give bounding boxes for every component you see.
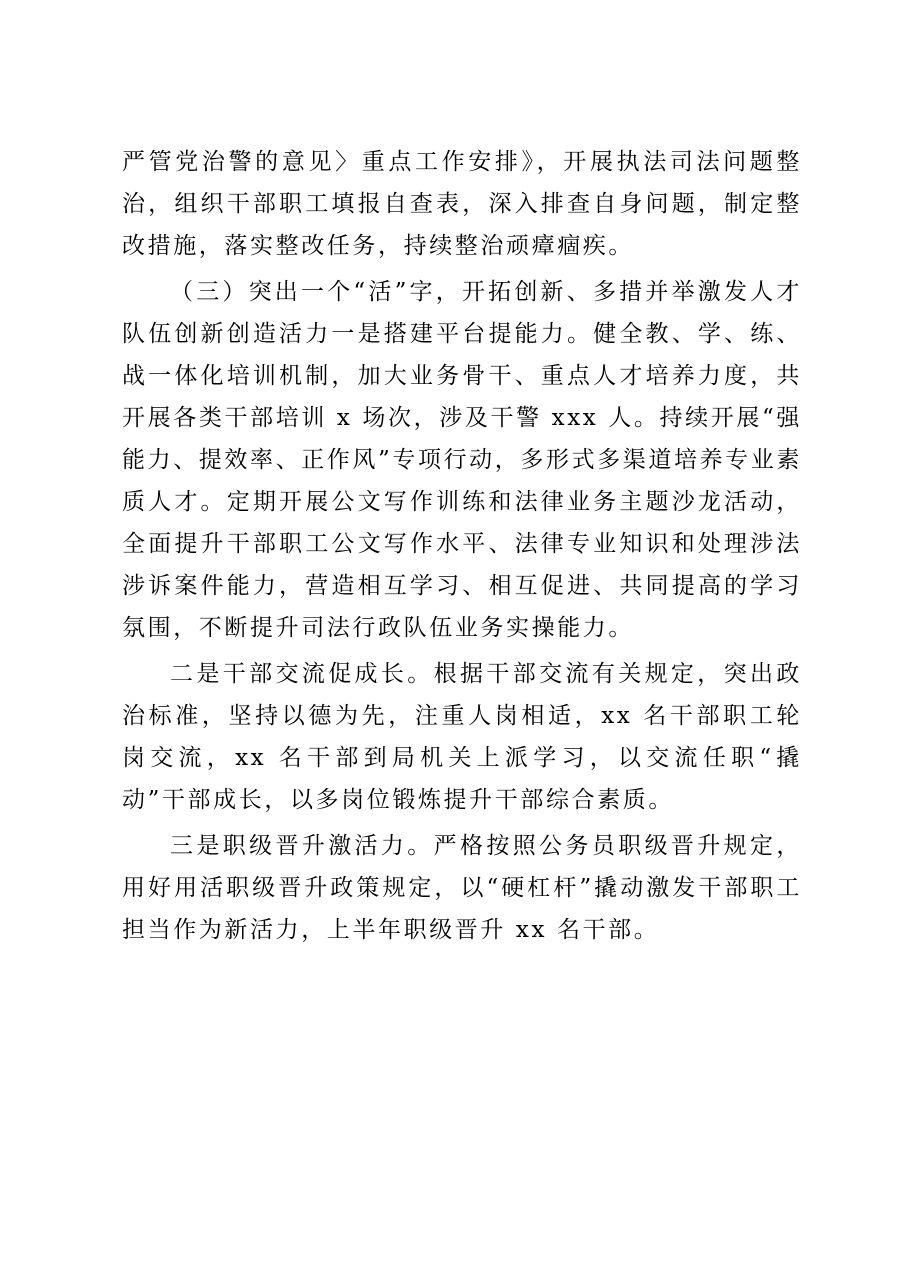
paragraph-continuation: 严管党治警的意见〉重点工作安排》，开展执法司法问题整治，组织干部职工填报自查表，深入排查自身问题，制定整改措施，落实整改任务，持续整治顽瘴痼疾。 <box>122 149 802 259</box>
document-body <box>122 141 802 955</box>
paragraph-cadre-exchange: 二是干部交流促成长。根据干部交流有关规定，突出政治标准，坚持以德为先，注重人岗相适，xx 名干部职工轮岗交流，xx 名干部到局机关上派学习，以交流任职“撬动”干部成长，以多岗位锻炼提升干部综合素质。 <box>122 661 803 813</box>
paragraph-rank-promotion: 三是职级晋升激活力。严格按照公务员职级晋升规定，用好用活职级晋升政策规定，以“硬杠杆”撬动激发干部职工担当作为新活力，上半年职级晋升 xx 名干部。 <box>122 833 802 943</box>
paragraph-section-three: （三）突出一个“活”字，开拓创新、多措并举激发人才队伍创新创造活力一是搭建平台提能力。健全教、学、练、战一体化培训机制，加大业务骨干、重点人才培养力度，共开展各类干部培训 x 场次，涉及干警 xxx 人。持续开展“强能力、提效率、正作风”专项行动，多形式多渠道培养专业素质人才。定期开展公文写作训练和法律业务主题沙龙活动，全面提升干部职工公文写作水平、法律专业知识和处理涉法涉诉案件能力，营造相互学习、相互促进、共同提高的学习氛围，不断提升司法行政队伍业务实操能力。 <box>122 279 802 641</box>
